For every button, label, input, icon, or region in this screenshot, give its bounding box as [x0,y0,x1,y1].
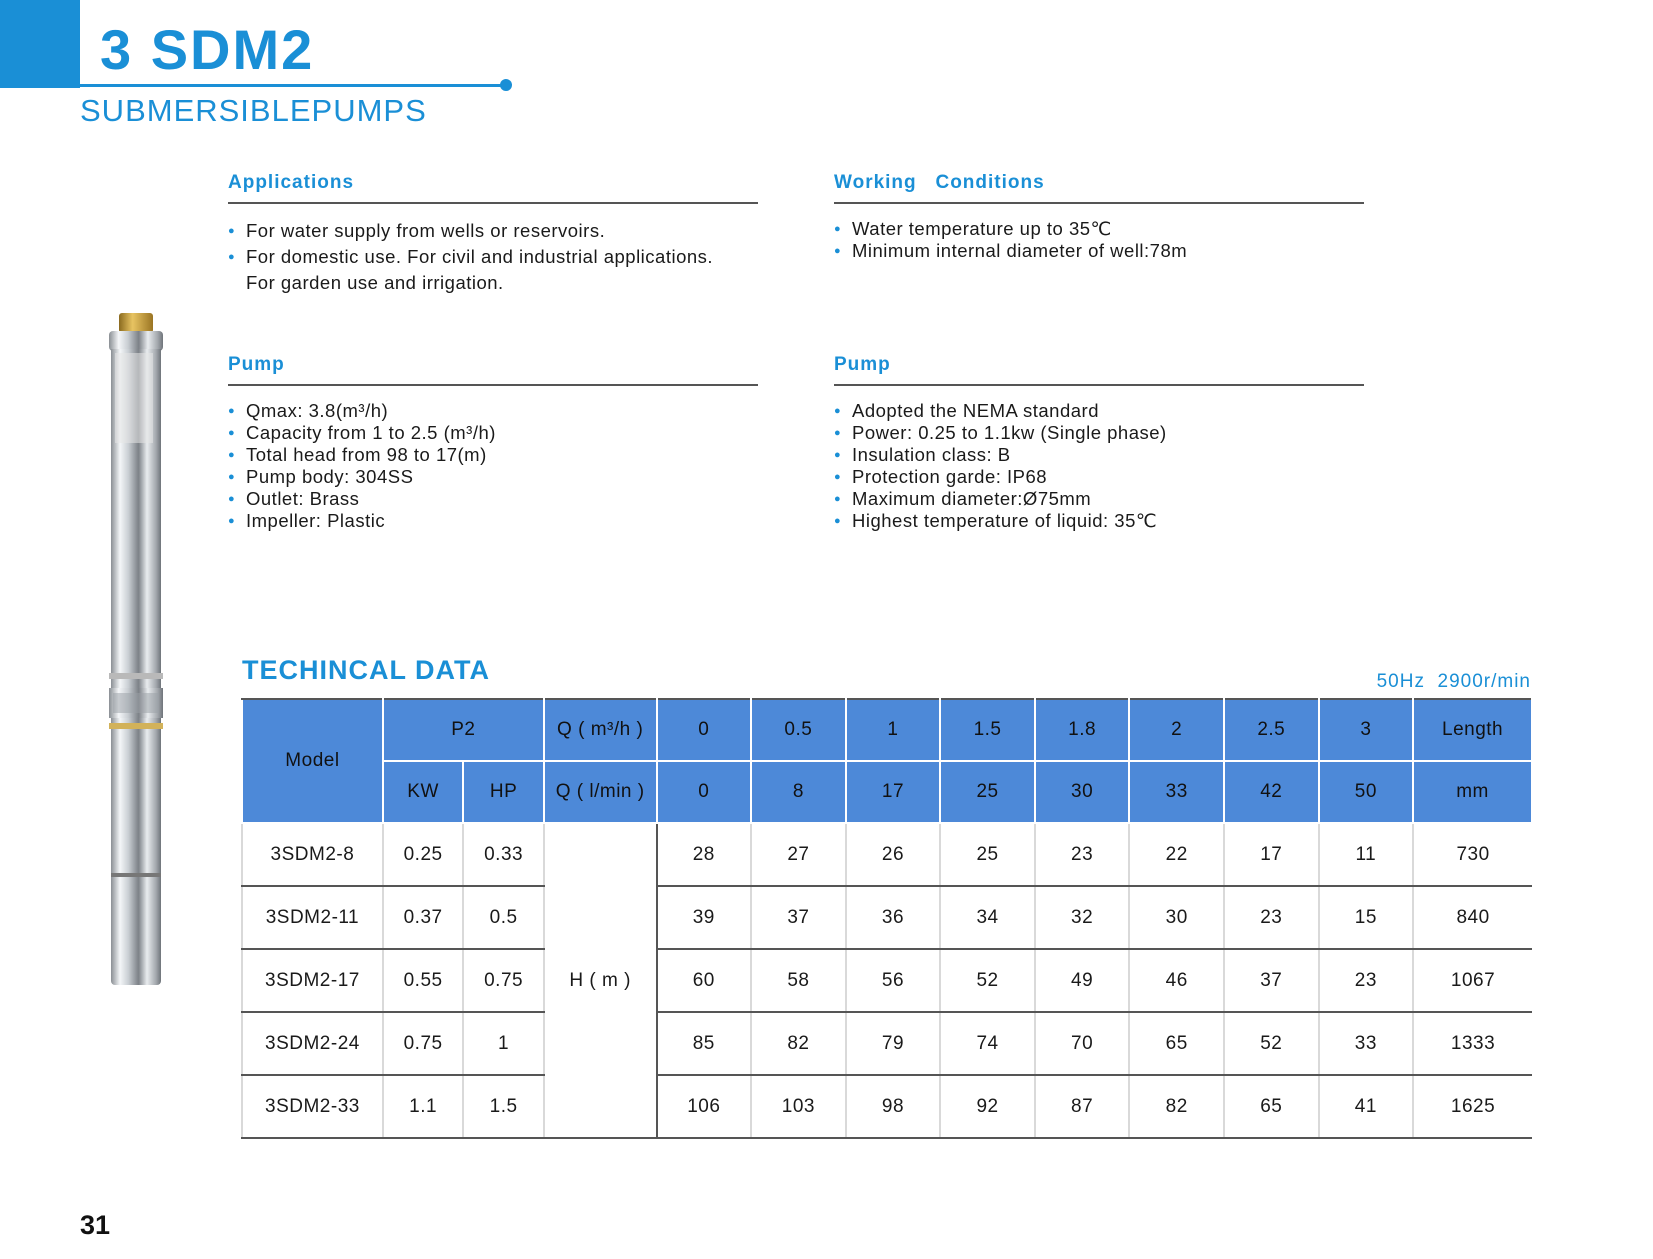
head-cell: 103 [751,1075,846,1138]
hp-cell: 1.5 [463,1075,543,1138]
page-number: 31 [80,1210,111,1240]
head-cell: 60 [657,949,752,1012]
list-item-continuation: For garden use and irrigation. [246,272,504,293]
head-cell: 52 [1224,1012,1319,1075]
page-title: 3 SDM2 [100,18,315,81]
motor-specs-list [834,400,1364,532]
header-model: Model [242,699,383,823]
header-q-m3h-value: 0.5 [751,699,846,761]
head-cell: 52 [940,949,1035,1012]
model-cell: 3SDM2-17 [242,949,383,1012]
header-q-m3h-value: 0 [657,699,752,761]
head-cell: 56 [846,949,941,1012]
head-cell: 37 [751,886,846,949]
header-length: Length [1413,699,1532,761]
header-q-m3h-value: 2 [1129,699,1224,761]
pump-specs-list [228,400,758,532]
hp-cell: 0.33 [463,823,543,886]
head-cell: 79 [846,1012,941,1075]
model-cell: 3SDM2-33 [242,1075,383,1138]
list-item: ● Power: 0.25 to 1.1kw (Single phase) [834,422,1364,444]
kw-cell: 0.25 [383,823,463,886]
technical-data-title: TECHINCAL DATA [242,655,490,685]
length-cell: 1067 [1413,949,1532,1012]
head-cell: 106 [657,1075,752,1138]
header-q-lmin-value: 8 [751,761,846,823]
motor-specs-heading: Pump [834,354,1364,386]
header-q-m3h-value: 2.5 [1224,699,1319,761]
header-q-lmin-value: 50 [1319,761,1414,823]
head-cell: 36 [846,886,941,949]
head-cell: 34 [940,886,1035,949]
head-cell: 82 [1129,1075,1224,1138]
applications-list [228,218,758,296]
title-underline-dot [500,79,512,91]
head-cell: 74 [940,1012,1035,1075]
head-cell: 26 [846,823,941,886]
list-item: ● For water supply from wells or reservoirs. [228,218,758,244]
head-cell: 70 [1035,1012,1130,1075]
working-conditions-heading: Working Conditions [834,172,1364,204]
table-row [242,823,1532,886]
list-item: ● Total head from 98 to 17(m) [228,444,758,466]
model-cell: 3SDM2-11 [242,886,383,949]
table-row [242,949,1532,1012]
list-item: ● Adopted the NEMA standard [834,400,1364,422]
head-cell: 37 [1224,949,1319,1012]
length-cell: 730 [1413,823,1532,886]
head-cell: 23 [1224,886,1319,949]
header-q-m3h-value: 1.8 [1035,699,1130,761]
header-kw: KW [383,761,463,823]
head-cell: 32 [1035,886,1130,949]
head-cell: 23 [1035,823,1130,886]
head-cell: 33 [1319,1012,1414,1075]
header-length-unit: mm [1413,761,1532,823]
pump-specs-heading: Pump [228,354,758,386]
kw-cell: 0.55 [383,949,463,1012]
head-cell: 28 [657,823,752,886]
applications-section [228,172,758,296]
header-q-lmin: Q ( l/min ) [544,761,657,823]
head-cell: 65 [1129,1012,1224,1075]
head-label-cell: H ( m ) [544,823,657,1138]
list-item: ● Protection garde: IP68 [834,466,1364,488]
technical-data-table [241,698,1533,1139]
header-q-lmin-value: 17 [846,761,941,823]
head-cell: 17 [1224,823,1319,886]
kw-cell: 0.75 [383,1012,463,1075]
head-cell: 11 [1319,823,1414,886]
table-row [242,1012,1532,1075]
header-q-lmin-value: 30 [1035,761,1130,823]
head-cell: 85 [657,1012,752,1075]
header-q-m3h: Q ( m³/h ) [544,699,657,761]
header-q-m3h-value: 1 [846,699,941,761]
head-cell: 41 [1319,1075,1414,1138]
list-item: ● Insulation class: B [834,444,1364,466]
head-cell: 39 [657,886,752,949]
list-item: ● Minimum internal diameter of well:78m [834,240,1364,262]
model-cell: 3SDM2-24 [242,1012,383,1075]
head-cell: 82 [751,1012,846,1075]
motor-specs-section [834,354,1364,532]
head-cell: 92 [940,1075,1035,1138]
head-cell: 30 [1129,886,1224,949]
list-item: ● Pump body: 304SS [228,466,758,488]
head-cell: 27 [751,823,846,886]
header-q-m3h-value: 3 [1319,699,1414,761]
kw-cell: 1.1 [383,1075,463,1138]
header-q-lmin-value: 25 [940,761,1035,823]
hp-cell: 1 [463,1012,543,1075]
header-q-lmin-value: 42 [1224,761,1319,823]
head-cell: 25 [940,823,1035,886]
frequency-speed-note: 50Hz 2900r/min [1376,671,1531,692]
head-cell: 65 [1224,1075,1319,1138]
kw-cell: 0.37 [383,886,463,949]
model-cell: 3SDM2-8 [242,823,383,886]
head-cell: 49 [1035,949,1130,1012]
hp-cell: 0.5 [463,886,543,949]
table-row [242,886,1532,949]
header-q-lmin-value: 0 [657,761,752,823]
corner-accent-block [0,0,80,88]
header-q-lmin-value: 33 [1129,761,1224,823]
header-q-m3h-value: 1.5 [940,699,1035,761]
list-item: ● Capacity from 1 to 2.5 (m³/h) [228,422,758,444]
list-item: ● Outlet: Brass [228,488,758,510]
working-conditions-list [834,218,1364,262]
list-item: ● Qmax: 3.8(m³/h) [228,400,758,422]
table-row [242,1075,1532,1138]
hp-cell: 0.75 [463,949,543,1012]
list-item: ● For domestic use. For civil and industrial applications. [228,244,758,270]
head-cell: 22 [1129,823,1224,886]
header-hp: HP [463,761,543,823]
pump-specs-section [228,354,758,532]
working-conditions-section [834,172,1364,262]
list-item: ● Water temperature up to 35℃ [834,218,1364,240]
page-subtitle: SUBMERSIBLEPUMPS [80,93,427,128]
head-cell: 98 [846,1075,941,1138]
length-cell: 1625 [1413,1075,1532,1138]
list-item: ● Highest temperature of liquid: 35℃ [834,510,1364,532]
list-item: ● Impeller: Plastic [228,510,758,532]
table-header-row [242,761,1532,823]
applications-heading: Applications [228,172,758,204]
length-cell: 840 [1413,886,1532,949]
submersible-pump-image [105,313,167,989]
head-cell: 15 [1319,886,1414,949]
title-underline [80,84,506,87]
table-header-row [242,699,1532,761]
header-p2: P2 [383,699,544,761]
head-cell: 87 [1035,1075,1130,1138]
list-item: ● Maximum diameter:Ø75mm [834,488,1364,510]
head-cell: 58 [751,949,846,1012]
head-cell: 23 [1319,949,1414,1012]
head-cell: 46 [1129,949,1224,1012]
length-cell: 1333 [1413,1012,1532,1075]
